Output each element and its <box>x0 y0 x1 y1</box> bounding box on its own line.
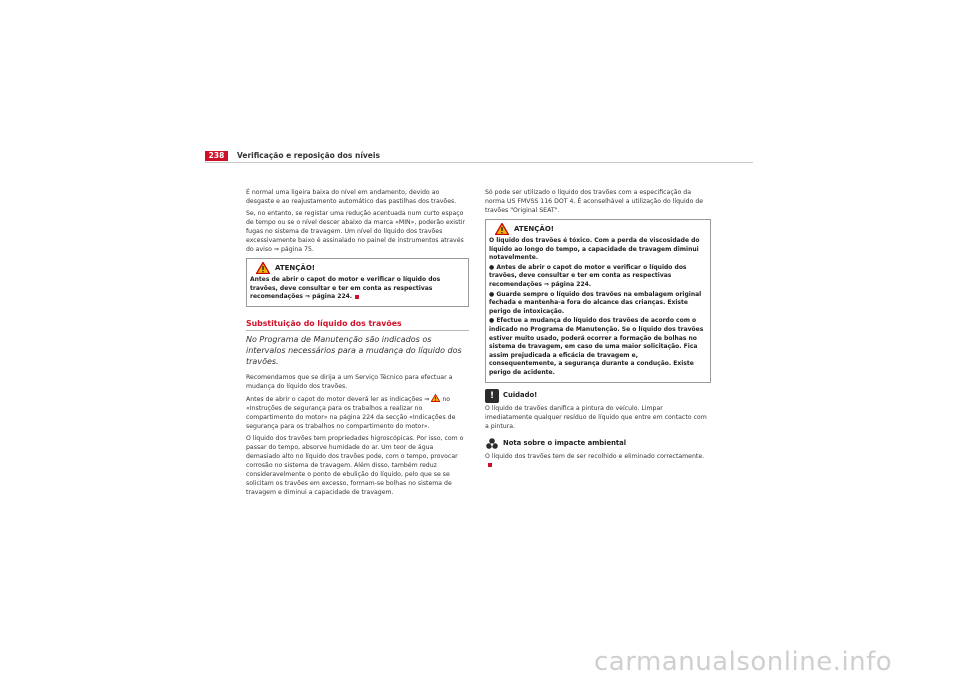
caution-header <box>485 389 711 403</box>
environment-icon <box>485 437 499 451</box>
paragraph: Recomendamos que se dirija a um Serviço Técnico para efectuar a mudança do líquido dos travões. <box>246 373 453 390</box>
warning-title: ATENÇÃO! <box>514 224 554 233</box>
warning-bullet-text: Guarde sempre o líquido dos travões na embalagem original fechada e mantenha-a fora do alcance das crianças. Existe perigo de intoxicação. <box>489 290 702 315</box>
section-title: Substituição do líquido dos travões <box>246 319 469 331</box>
paragraph <box>246 394 469 431</box>
left-column <box>246 188 469 500</box>
end-mark <box>355 295 359 299</box>
caution-text: O líquido de travões danifica a pintura do veículo. Limpar imediatamente qualquer resíduo de líquido que entre em contacto com a pintura. <box>485 404 707 430</box>
warning-bullet: ● Guarde sempre o líquido dos travões na embalagem original fechada e mantenha-a fora do alcance das crianças. Existe perigo de intoxicação. <box>489 290 702 315</box>
section-subtitle: No Programa de Manutenção são indicados os intervalos necessários para a mudança do líquido dos travões. <box>246 334 462 366</box>
paragraph-part: Antes de abrir o capot do motor deverá ler as indicações ⇒ <box>246 395 430 403</box>
warning-triangle-icon <box>495 223 509 235</box>
environment-header <box>485 437 711 451</box>
environment-text: O líquido dos travões tem de ser recolhido e eliminado correctamente. <box>485 452 705 460</box>
caution-title: Cuidado! <box>503 391 538 399</box>
paragraph-part: no «Instruções de segurança para os trabalhos a realizar no compartimento do motor» na página 224 da secção «Indicações de segurança para os trabalhos no compartimento do motor». <box>246 395 456 430</box>
warning-intro: O líquido dos travões é tóxico. Com a perda de viscosidade do líquido ao longo do tempo, a capacidade de travagem diminui notavelmente. <box>489 237 700 262</box>
warning-box <box>246 258 469 307</box>
warning-text: Antes de abrir o capot do motor e verificar o líquido dos travões, deve consultar e ter em conta as respectivas recomendações ⇒ página 224. <box>250 276 441 301</box>
page-number: 238 <box>205 151 228 161</box>
warning-triangle-icon <box>431 394 440 402</box>
warning-bullet: ● Antes de abrir o capot do motor e verificar o líquido dos travões, deve consultar e ter em conta as respectivas recomendações ⇒ página 224. <box>489 263 687 288</box>
warning-bullet-text: Efectue a mudança do líquido dos travões de acordo com o indicado no Programa de Manutenção. Se o líquido dos travões estiver muito usado, poderá ocorrer a formação de bolhas no sistema de travagem, em caso de uma maior solicitação. Fica assim prejudicada a eficácia de travagem e, consequentemente, a segurança durante a condução. Existe perigo de acidente. <box>489 317 704 376</box>
paragraph: Se, no entanto, se registar uma redução acentuada num curto espaço de tempo ou se o nível descer abaixo da marca «MIN», poderão existir fugas no sistema de travagem. Um nível do líquido dos travões excessivamente baixo é assinalado no painel de instrumentos através do aviso ⇒ página 75. <box>246 210 465 253</box>
paragraph: O líquido dos travões tem propriedades higroscópicas. Por isso, com o passar do tempo, absorve humidade do ar. Um teor de água demasiado alto no líquido dos travões pode, com o tempo, provocar corrosão no sistema de travagem. Além disso, também reduz consideravelmente o ponto de ebulição do líquido, pelo que se se solicitam os travões em excesso, formam-se bolhas no sistema de travagem e diminui a capacidade de travagem. <box>246 434 464 496</box>
environment-title: Nota sobre o impacte ambiental <box>503 439 627 447</box>
paragraph: Só pode ser utilizado o líquido dos travões com a especificação da norma US FMVSS 116 DOT 4. É aconselhável a utilização do líquido de travões "Original SEAT". <box>485 189 704 214</box>
page-header-title: Verificação e reposição dos níveis <box>237 151 380 160</box>
right-column <box>485 188 711 473</box>
header-divider <box>205 162 753 163</box>
warning-title: ATENÇÃO! <box>275 263 315 272</box>
caution-icon: ! <box>485 389 499 403</box>
end-mark <box>488 463 492 467</box>
warning-bullet-text: Antes de abrir o capot do motor e verificar o líquido dos travões, deve consultar e ter em conta as respectivas recomendações ⇒ página 224. <box>489 263 687 288</box>
warning-box <box>485 219 711 383</box>
warning-triangle-icon <box>256 262 270 274</box>
paragraph: É normal uma ligeira baixa do nível em andamento, devido ao desgaste e ao reajustamento automático das pastilhas dos travões. <box>246 189 457 205</box>
warning-bullet: ● Efectue a mudança do líquido dos travões de acordo com o indicado no Programa de Manutenção. Se o líquido dos travões estiver muito usado, poderá ocorrer a formação de bolhas no sistema de travagem, em caso de uma maior solicitação. Fica assim prejudicada a eficácia de travagem e, consequentemente, a segurança durante a condução. Existe perigo de acidente. <box>489 317 704 376</box>
watermark: carmanualsonline.info <box>594 647 893 677</box>
